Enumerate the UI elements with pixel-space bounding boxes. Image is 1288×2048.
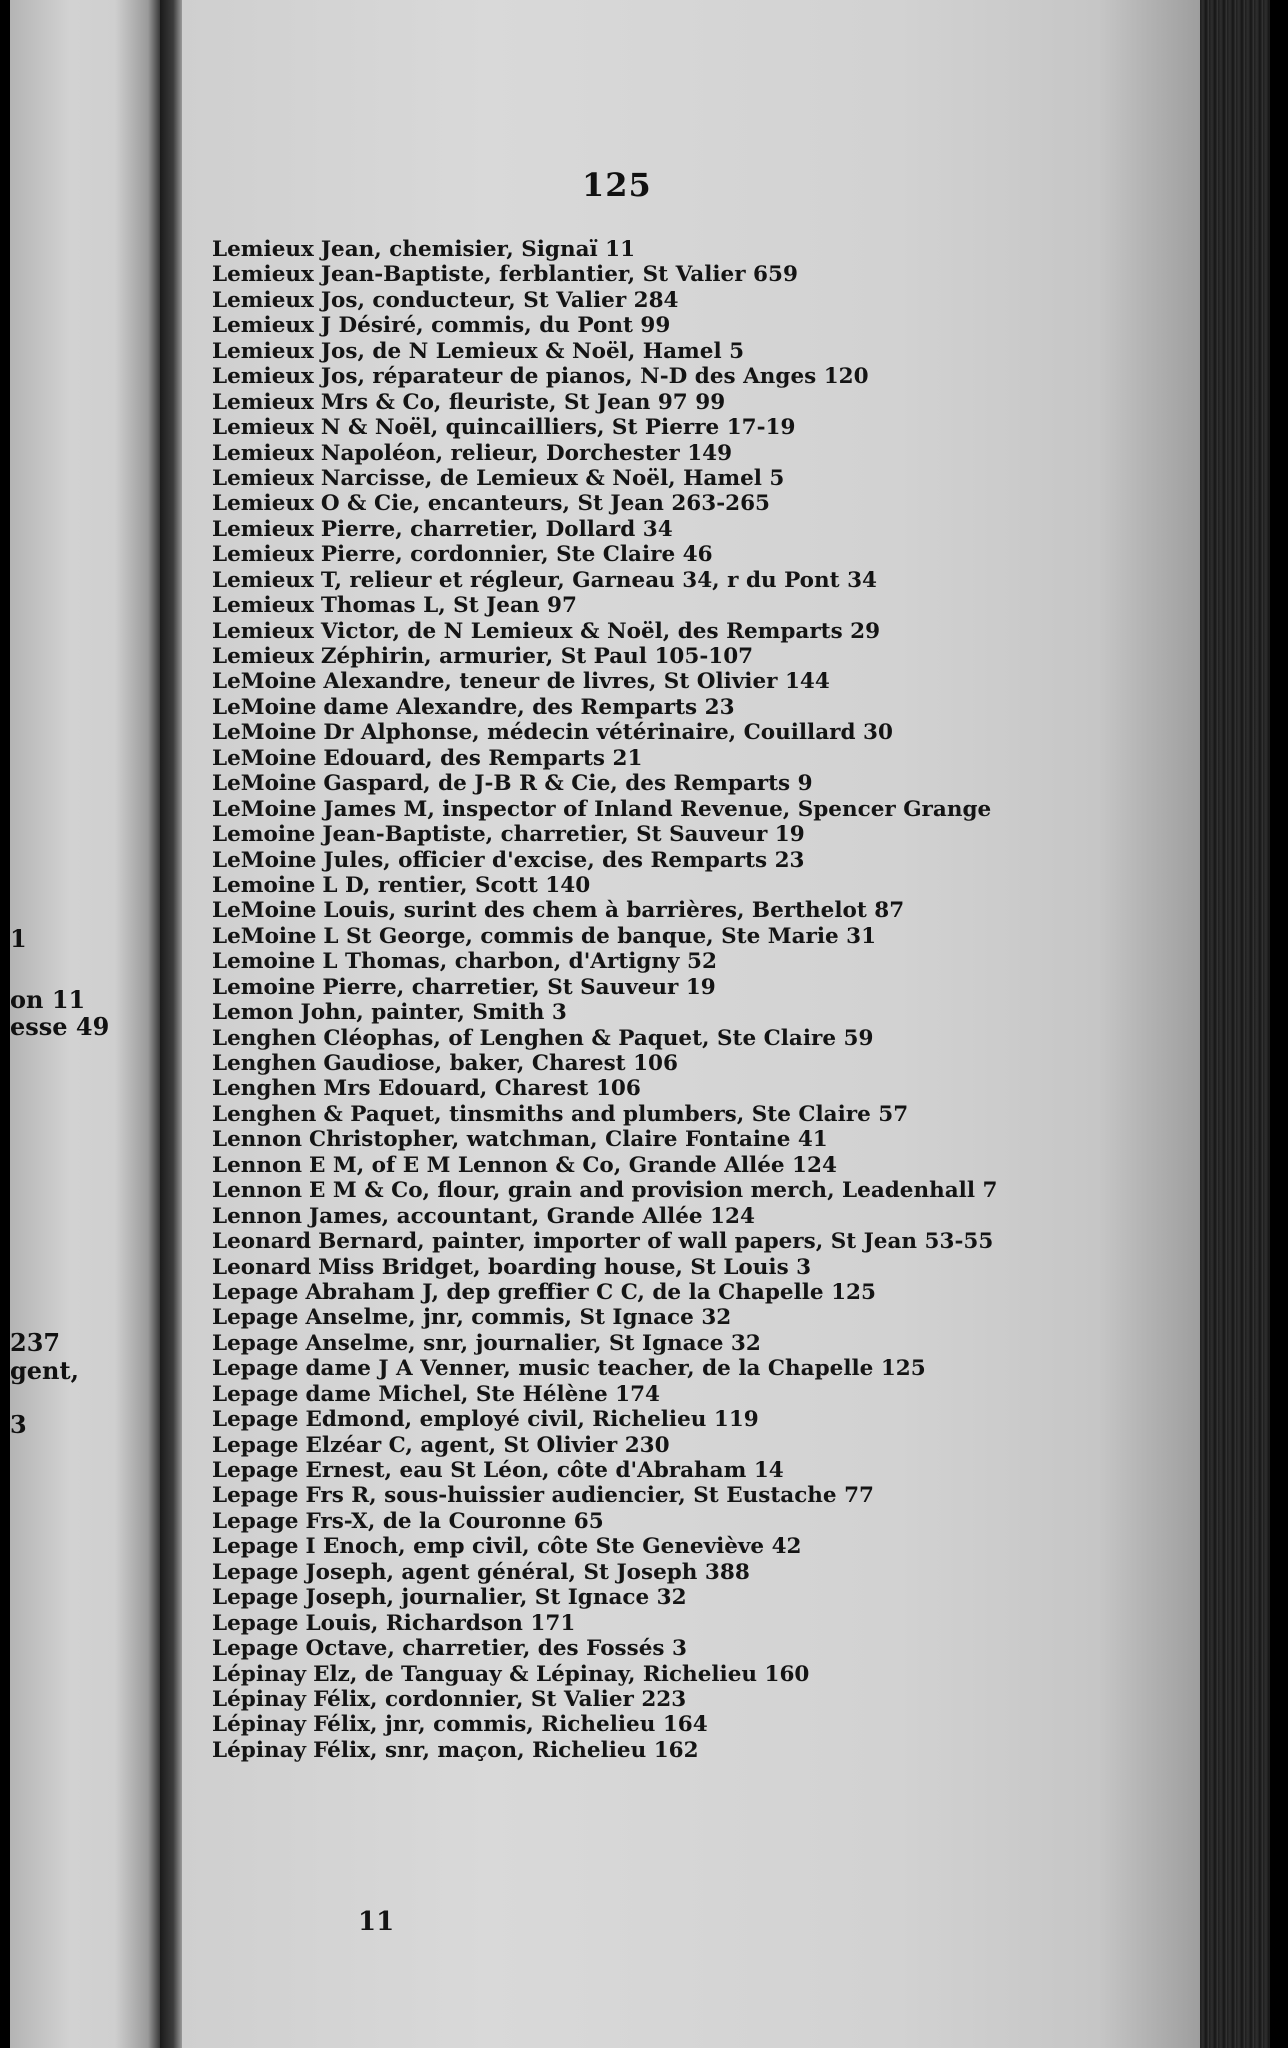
entry-surname: LeMoine bbox=[212, 720, 317, 746]
directory-entry bbox=[212, 1102, 997, 1127]
entry-details: Gaspard, de J-B R & Cie, des Remparts 9 bbox=[323, 771, 813, 797]
entry-details: I Enoch, emp civil, côte Ste Geneviève 42 bbox=[305, 1534, 802, 1560]
entry-surname: Lemieux bbox=[212, 567, 314, 593]
directory-entry bbox=[212, 975, 997, 1000]
entry-surname: LeMoine bbox=[212, 771, 317, 797]
facing-page-fragment: esse 49 bbox=[10, 1012, 110, 1041]
entry-details: L Thomas, charbon, d'Artigny 52 bbox=[322, 949, 717, 975]
page-number: 125 bbox=[582, 166, 652, 204]
entry-surname: Lemieux bbox=[212, 237, 314, 262]
entry-details: Jean-Baptiste, charretier, St Sauveur 19 bbox=[322, 822, 805, 848]
book-gutter bbox=[160, 0, 182, 2048]
directory-entry bbox=[212, 1407, 997, 1432]
entry-details: Pierre, cordonnier, Ste Claire 46 bbox=[320, 542, 713, 568]
entry-details: Edmond, employé civil, Richelieu 119 bbox=[305, 1407, 759, 1433]
page-edges bbox=[1200, 0, 1270, 2048]
directory-entry bbox=[212, 313, 997, 338]
entry-details: Narcisse, de Lemieux & Noël, Hamel 5 bbox=[320, 465, 785, 491]
entry-surname: Lemieux bbox=[212, 644, 314, 669]
entry-surname: Lenghen bbox=[212, 1025, 317, 1051]
entry-details: Thomas L, St Jean 97 bbox=[320, 593, 577, 619]
entry-surname: Lemieux bbox=[212, 465, 314, 491]
entry-surname: Leonard bbox=[212, 1229, 312, 1255]
directory-entry bbox=[212, 1255, 997, 1280]
entry-details: Anselme, snr, journalier, St Ignace 32 bbox=[305, 1330, 761, 1356]
entry-details: Jos, réparateur de pianos, N-D des Anges 120 bbox=[320, 364, 869, 390]
directory-entry-list bbox=[212, 237, 997, 1763]
entry-details: Pierre, charretier, Dollard 34 bbox=[320, 516, 673, 542]
entry-surname: Lemoine bbox=[212, 872, 316, 898]
entry-details: dame Michel, Ste Hélène 174 bbox=[305, 1381, 661, 1407]
directory-entry bbox=[212, 441, 997, 466]
entry-surname: Lemieux bbox=[212, 491, 314, 517]
directory-entry bbox=[212, 898, 997, 923]
directory-entry bbox=[212, 644, 997, 669]
entry-details: N & Noël, quincailliers, St Pierre 17-19 bbox=[320, 415, 796, 441]
entry-details: Alexandre, teneur de livres, St Olivier 144 bbox=[323, 669, 830, 695]
entry-details: Miss Bridget, boarding house, St Louis 3 bbox=[318, 1254, 812, 1280]
entry-details: Frs R, sous-huissier audiencier, St Eustache 77 bbox=[305, 1483, 875, 1509]
entry-surname: Lennon bbox=[212, 1203, 303, 1229]
entry-surname: Lepage bbox=[212, 1330, 299, 1356]
entry-details: dame Alexandre, des Remparts 23 bbox=[323, 694, 735, 720]
entry-details: Victor, de N Lemieux & Noël, des Remparts 29 bbox=[320, 618, 881, 644]
entry-details: Napoléon, relieur, Dorchester 149 bbox=[320, 440, 733, 466]
directory-entry bbox=[212, 1636, 997, 1661]
directory-entry bbox=[212, 720, 997, 745]
directory-entry bbox=[212, 1712, 997, 1737]
entry-details: Jean, chemisier, Signaï 11 bbox=[320, 237, 636, 262]
entry-surname: Lemieux bbox=[212, 262, 314, 288]
entry-surname: Leonard bbox=[212, 1254, 312, 1280]
directory-entry bbox=[212, 1204, 997, 1229]
entry-surname: Lemon bbox=[212, 1000, 294, 1026]
directory-entry bbox=[212, 1356, 997, 1381]
entry-surname: Lepage bbox=[212, 1356, 299, 1382]
scan-border-right bbox=[1270, 0, 1288, 2048]
directory-entry bbox=[212, 364, 997, 389]
entry-details: Elzéar C, agent, St Olivier 230 bbox=[305, 1432, 670, 1458]
entry-details: Pierre, charretier, St Sauveur 19 bbox=[322, 974, 716, 1000]
directory-entry bbox=[212, 1509, 997, 1534]
entry-surname: Lépinay bbox=[212, 1661, 307, 1687]
entry-surname: Lepage bbox=[212, 1610, 299, 1636]
directory-entry bbox=[212, 542, 997, 567]
entry-details: Louis, surint des chem à barrières, Berthelot 87 bbox=[323, 898, 905, 924]
entry-surname: Lepage bbox=[212, 1483, 299, 1509]
directory-entry bbox=[212, 593, 997, 618]
directory-entry bbox=[212, 1433, 997, 1458]
directory-entry bbox=[212, 1560, 997, 1585]
entry-details: Félix, jnr, commis, Richelieu 164 bbox=[313, 1712, 708, 1738]
entry-details: Mrs Edouard, Charest 106 bbox=[323, 1076, 641, 1102]
entry-details: John, painter, Smith 3 bbox=[300, 1000, 567, 1026]
entry-details: Jos, conducteur, St Valier 284 bbox=[320, 287, 679, 313]
facing-page-fragment: 237 bbox=[10, 1328, 61, 1357]
directory-entry bbox=[212, 1687, 997, 1712]
entry-details: Félix, snr, maçon, Richelieu 162 bbox=[313, 1737, 699, 1763]
directory-entry bbox=[212, 1153, 997, 1178]
entry-details: Bernard, painter, importer of wall papers, St Jean 53-55 bbox=[318, 1229, 994, 1255]
entry-details: Ernest, eau St Léon, côte d'Abraham 14 bbox=[305, 1458, 784, 1483]
directory-entry bbox=[212, 415, 997, 440]
entry-surname: Lennon bbox=[212, 1152, 303, 1178]
facing-page-fragment: gent, bbox=[10, 1356, 79, 1385]
signature-mark: 11 bbox=[358, 1907, 395, 1937]
directory-entry bbox=[212, 568, 997, 593]
directory-entry bbox=[212, 491, 997, 516]
entry-surname: LeMoine bbox=[212, 898, 317, 924]
entry-surname: Lemieux bbox=[212, 593, 314, 619]
directory-entry bbox=[212, 1178, 997, 1203]
entry-surname: Lemieux bbox=[212, 287, 314, 313]
facing-page-fragment: on 11 bbox=[10, 985, 86, 1014]
entry-surname: Lepage bbox=[212, 1432, 299, 1458]
entry-surname: LeMoine bbox=[212, 923, 317, 949]
entry-surname: Lepage bbox=[212, 1407, 299, 1433]
entry-surname: Lepage bbox=[212, 1458, 299, 1483]
entry-surname: Lemieux bbox=[212, 542, 314, 568]
entry-details: O & Cie, encanteurs, St Jean 263-265 bbox=[320, 491, 771, 517]
entry-details: Zéphirin, armurier, St Paul 105-107 bbox=[320, 644, 754, 669]
entry-surname: Lemieux bbox=[212, 415, 314, 441]
entry-surname: Lepage bbox=[212, 1381, 299, 1407]
entry-details: E M & Co, flour, grain and provision merch, Leadenhall 7 bbox=[309, 1178, 998, 1204]
entry-surname: Lepage bbox=[212, 1279, 299, 1305]
entry-surname: Lenghen bbox=[212, 1076, 317, 1102]
entry-surname: Lepage bbox=[212, 1305, 299, 1331]
entry-surname: Lépinay bbox=[212, 1686, 307, 1712]
directory-entry bbox=[212, 1738, 997, 1763]
directory-entry bbox=[212, 746, 997, 771]
entry-surname: LeMoine bbox=[212, 694, 317, 720]
entry-surname: LeMoine bbox=[212, 847, 317, 873]
entry-surname: LeMoine bbox=[212, 669, 317, 695]
entry-surname: Lemieux bbox=[212, 440, 314, 466]
directory-entry bbox=[212, 619, 997, 644]
entry-details: Octave, charretier, des Fossés 3 bbox=[305, 1636, 687, 1662]
entry-details: Jean-Baptiste, ferblantier, St Valier 659 bbox=[320, 262, 798, 288]
directory-entry bbox=[212, 873, 997, 898]
entry-surname: Lepage bbox=[212, 1636, 299, 1662]
entry-details: T, relieur et régleur, Garneau 34, r du Pont 34 bbox=[320, 567, 877, 593]
entry-details: Abraham J, dep greffier C C, de la Chapelle 125 bbox=[305, 1279, 876, 1305]
directory-entry bbox=[212, 1331, 997, 1356]
directory-entry bbox=[212, 797, 997, 822]
entry-details: Mrs & Co, fleuriste, St Jean 97 99 bbox=[320, 389, 726, 415]
entry-surname: Lemoine bbox=[212, 974, 316, 1000]
directory-entry bbox=[212, 1534, 997, 1559]
entry-details: Dr Alphonse, médecin vétérinaire, Couillard 30 bbox=[323, 720, 893, 746]
entry-surname: Lépinay bbox=[212, 1712, 307, 1738]
directory-entry bbox=[212, 1611, 997, 1636]
entry-details: Gaudiose, baker, Charest 106 bbox=[323, 1051, 678, 1076]
entry-details: J Désiré, commis, du Pont 99 bbox=[320, 313, 671, 339]
facing-page-edge bbox=[10, 0, 160, 2048]
entry-surname: Lepage bbox=[212, 1508, 299, 1534]
entry-surname: LeMoine bbox=[212, 796, 317, 822]
directory-entry bbox=[212, 262, 997, 287]
entry-details: Anselme, jnr, commis, St Ignace 32 bbox=[305, 1305, 732, 1331]
entry-details: Joseph, journalier, St Ignace 32 bbox=[305, 1585, 687, 1611]
entry-details: Jos, de N Lemieux & Noël, Hamel 5 bbox=[320, 338, 745, 364]
entry-details: Cléophas, of Lenghen & Paquet, Ste Claire 59 bbox=[323, 1025, 874, 1051]
directory-entry bbox=[212, 466, 997, 491]
entry-details: Edouard, des Remparts 21 bbox=[323, 745, 643, 771]
entry-surname: Lepage bbox=[212, 1559, 299, 1585]
entry-details: L St George, commis de banque, Ste Marie 31 bbox=[323, 923, 877, 949]
directory-entry bbox=[212, 1076, 997, 1101]
directory-entry bbox=[212, 848, 997, 873]
directory-entry bbox=[212, 339, 997, 364]
directory-entry bbox=[212, 1026, 997, 1051]
entry-details: Louis, Richardson 171 bbox=[305, 1610, 576, 1636]
directory-entry bbox=[212, 771, 997, 796]
entry-surname: Lenghen bbox=[212, 1051, 317, 1076]
directory-entry bbox=[212, 1229, 997, 1254]
directory-entry bbox=[212, 924, 997, 949]
entry-surname: LeMoine bbox=[212, 745, 317, 771]
entry-details: Joseph, agent général, St Joseph 388 bbox=[305, 1559, 750, 1585]
entry-surname: Lemieux bbox=[212, 313, 314, 339]
entry-details: L D, rentier, Scott 140 bbox=[322, 872, 591, 898]
directory-entry bbox=[212, 695, 997, 720]
facing-page-fragment: 1 bbox=[10, 924, 27, 953]
entry-details: E M, of E M Lennon & Co, Grande Allée 124 bbox=[309, 1152, 837, 1178]
entry-details: Félix, cordonnier, St Valier 223 bbox=[313, 1686, 687, 1712]
entry-surname: Lemieux bbox=[212, 364, 314, 390]
entry-surname: Lemoine bbox=[212, 949, 316, 975]
entry-details: James, accountant, Grande Allée 124 bbox=[309, 1203, 755, 1229]
entry-surname: Lennon bbox=[212, 1178, 303, 1204]
entry-surname: Lemieux bbox=[212, 389, 314, 415]
entry-surname: Lemoine bbox=[212, 822, 316, 848]
entry-details: Frs-X, de la Couronne 65 bbox=[305, 1508, 604, 1534]
entry-details: dame J A Venner, music teacher, de la Chapelle 125 bbox=[305, 1356, 926, 1382]
entry-details: Christopher, watchman, Claire Fontaine 41 bbox=[309, 1127, 828, 1153]
directory-entry bbox=[212, 1585, 997, 1610]
entry-surname: Lepage bbox=[212, 1534, 299, 1560]
directory-entry bbox=[212, 1000, 997, 1025]
entry-details: Elz, de Tanguay & Lépinay, Richelieu 160 bbox=[313, 1661, 810, 1687]
directory-entry bbox=[212, 822, 997, 847]
directory-entry bbox=[212, 1483, 997, 1508]
directory-entry bbox=[212, 237, 997, 262]
directory-entry bbox=[212, 949, 997, 974]
entry-surname: Lépinay bbox=[212, 1737, 307, 1763]
entry-details: James M, inspector of Inland Revenue, Spencer Grange bbox=[323, 796, 992, 822]
entry-surname: Lepage bbox=[212, 1585, 299, 1611]
directory-entry bbox=[212, 1458, 997, 1483]
entry-surname: Lennon bbox=[212, 1127, 303, 1153]
directory-entry bbox=[212, 1127, 997, 1152]
directory-entry bbox=[212, 1382, 997, 1407]
directory-entry bbox=[212, 1280, 997, 1305]
directory-entry bbox=[212, 669, 997, 694]
scan-border-left bbox=[0, 0, 10, 2048]
directory-entry bbox=[212, 1662, 997, 1687]
entry-surname: Lemieux bbox=[212, 338, 314, 364]
directory-entry bbox=[212, 1051, 997, 1076]
entry-details: & Paquet, tinsmiths and plumbers, Ste Claire 57 bbox=[323, 1101, 909, 1127]
directory-entry bbox=[212, 288, 997, 313]
directory-entry bbox=[212, 1305, 997, 1330]
directory-entry bbox=[212, 517, 997, 542]
directory-entry bbox=[212, 390, 997, 415]
entry-surname: Lemieux bbox=[212, 516, 314, 542]
entry-details: Jules, officier d'excise, des Remparts 23 bbox=[323, 847, 805, 873]
entry-surname: Lenghen bbox=[212, 1101, 317, 1127]
entry-surname: Lemieux bbox=[212, 618, 314, 644]
facing-page-fragment: 3 bbox=[10, 1410, 27, 1439]
